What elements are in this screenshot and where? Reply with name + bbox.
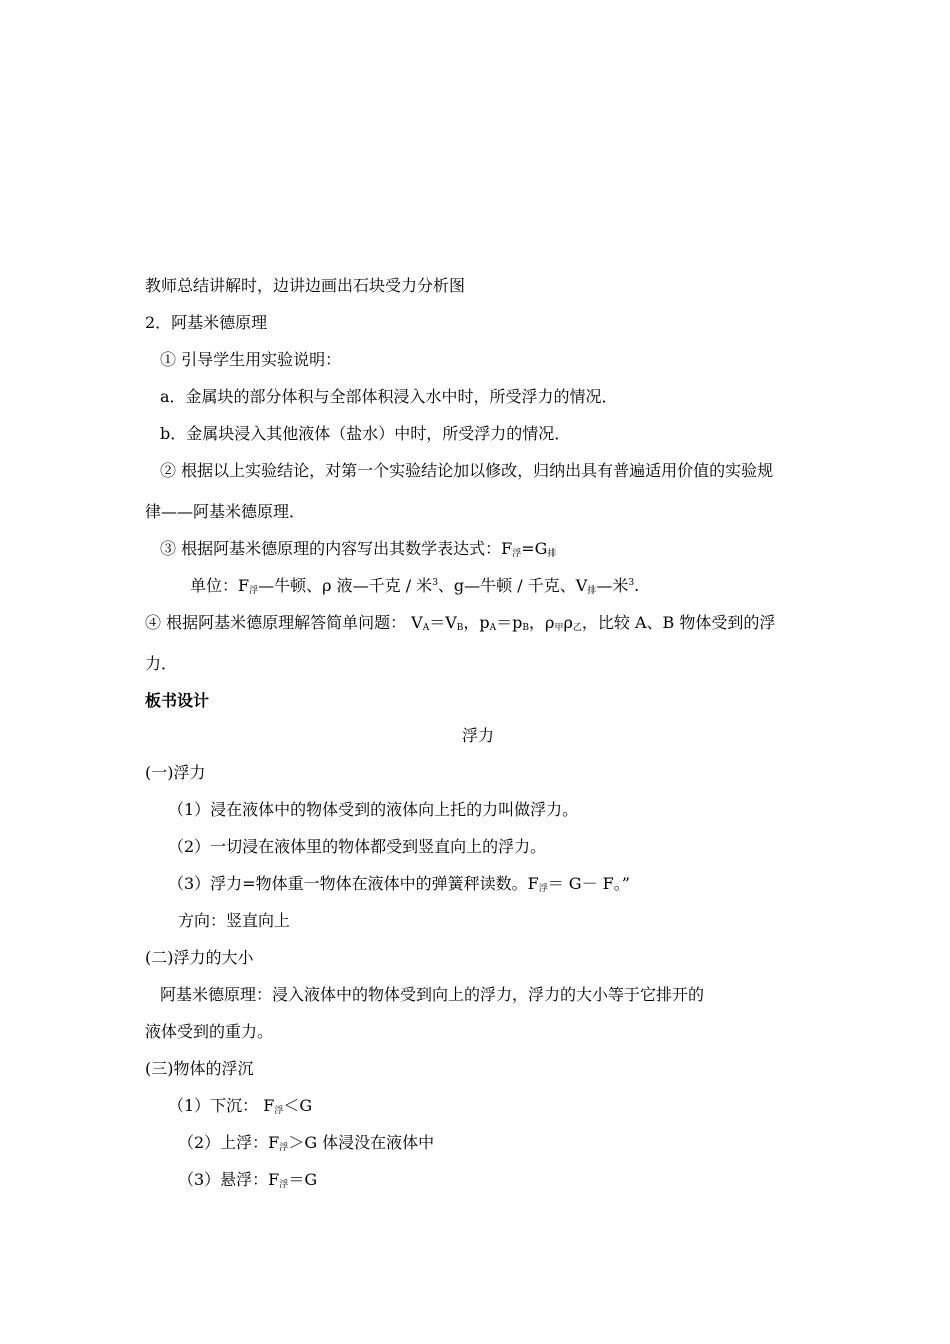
board-item-1-1: （1）浸在液体中的物体受到的液体向上托的力叫做浮力。 xyxy=(168,800,579,819)
board-item-rise: （2）上浮：$F_浮>G$ 体浸没在液体中 xyxy=(178,1133,435,1153)
step-1b: b．金属块浸入其他液体（盐水）中时，所受浮力的情况． xyxy=(160,424,571,443)
section-heading-archimedes: 2．阿基米德原理 xyxy=(145,313,268,332)
board-section-1: (一)浮力 xyxy=(145,763,206,782)
board-item-direction: 方向：竖直向上 xyxy=(178,911,291,930)
step-1a: a．金属块的部分体积与全部体积浸入水中时，所受浮力的情况． xyxy=(160,387,618,406)
board-item-1-3: （3）浮力=物体重一物体在液体中的弹簧秤读数。$F_浮= G- F$。” xyxy=(168,874,630,894)
board-item-2-1: 阿基米德原理：浸入液体中的物体受到向上的浮力，浮力的大小等于它排开的 xyxy=(160,985,705,1004)
step-4-problem: ④ 根据阿基米德原理解答简单问题： $V_A=V_B$，$p_A=p_B$，$\rho_甲\rho_乙$，比较 A、B 物体受到的浮 xyxy=(145,613,776,633)
board-section-2: (二)浮力的大小 xyxy=(145,948,254,967)
paragraph-teacher-summary: 教师总结讲解时，边讲边画出石块受力分析图 xyxy=(145,276,466,295)
step-2-continued: 律——阿基米德原理． xyxy=(145,502,306,521)
board-item-2-1-continued: 液体受到的重力。 xyxy=(145,1022,274,1041)
units-line: 单位：$F_浮—$牛顿、ρ 液—千克 / 米$^3$、g—牛顿 / 千克、$V_排—$米$^3$. xyxy=(190,576,640,596)
step-4-continued: 力． xyxy=(145,654,178,673)
step-2: ② 根据以上实验结论，对第一个实验结论加以修改，归纳出具有普遍适用价值的实验规 xyxy=(160,461,774,480)
step-1: ① 引导学生用实验说明： xyxy=(160,350,342,369)
step-3-formula: ③ 根据阿基米德原理的内容写出其数学表达式：$F_浮=G_排$ xyxy=(160,539,557,559)
board-item-suspend: （3）悬浮：$F_浮=G$ xyxy=(178,1170,318,1190)
board-item-1-2: （2）一切浸在液体里的物体都受到竖直向上的浮力。 xyxy=(168,837,547,856)
board-design-heading: 板书设计 xyxy=(145,691,210,710)
board-title: 浮力 xyxy=(462,726,495,745)
board-item-sink: （1）下沉： $F_浮<G$ xyxy=(168,1096,313,1116)
board-section-3: (三)物体的浮沉 xyxy=(145,1059,254,1078)
